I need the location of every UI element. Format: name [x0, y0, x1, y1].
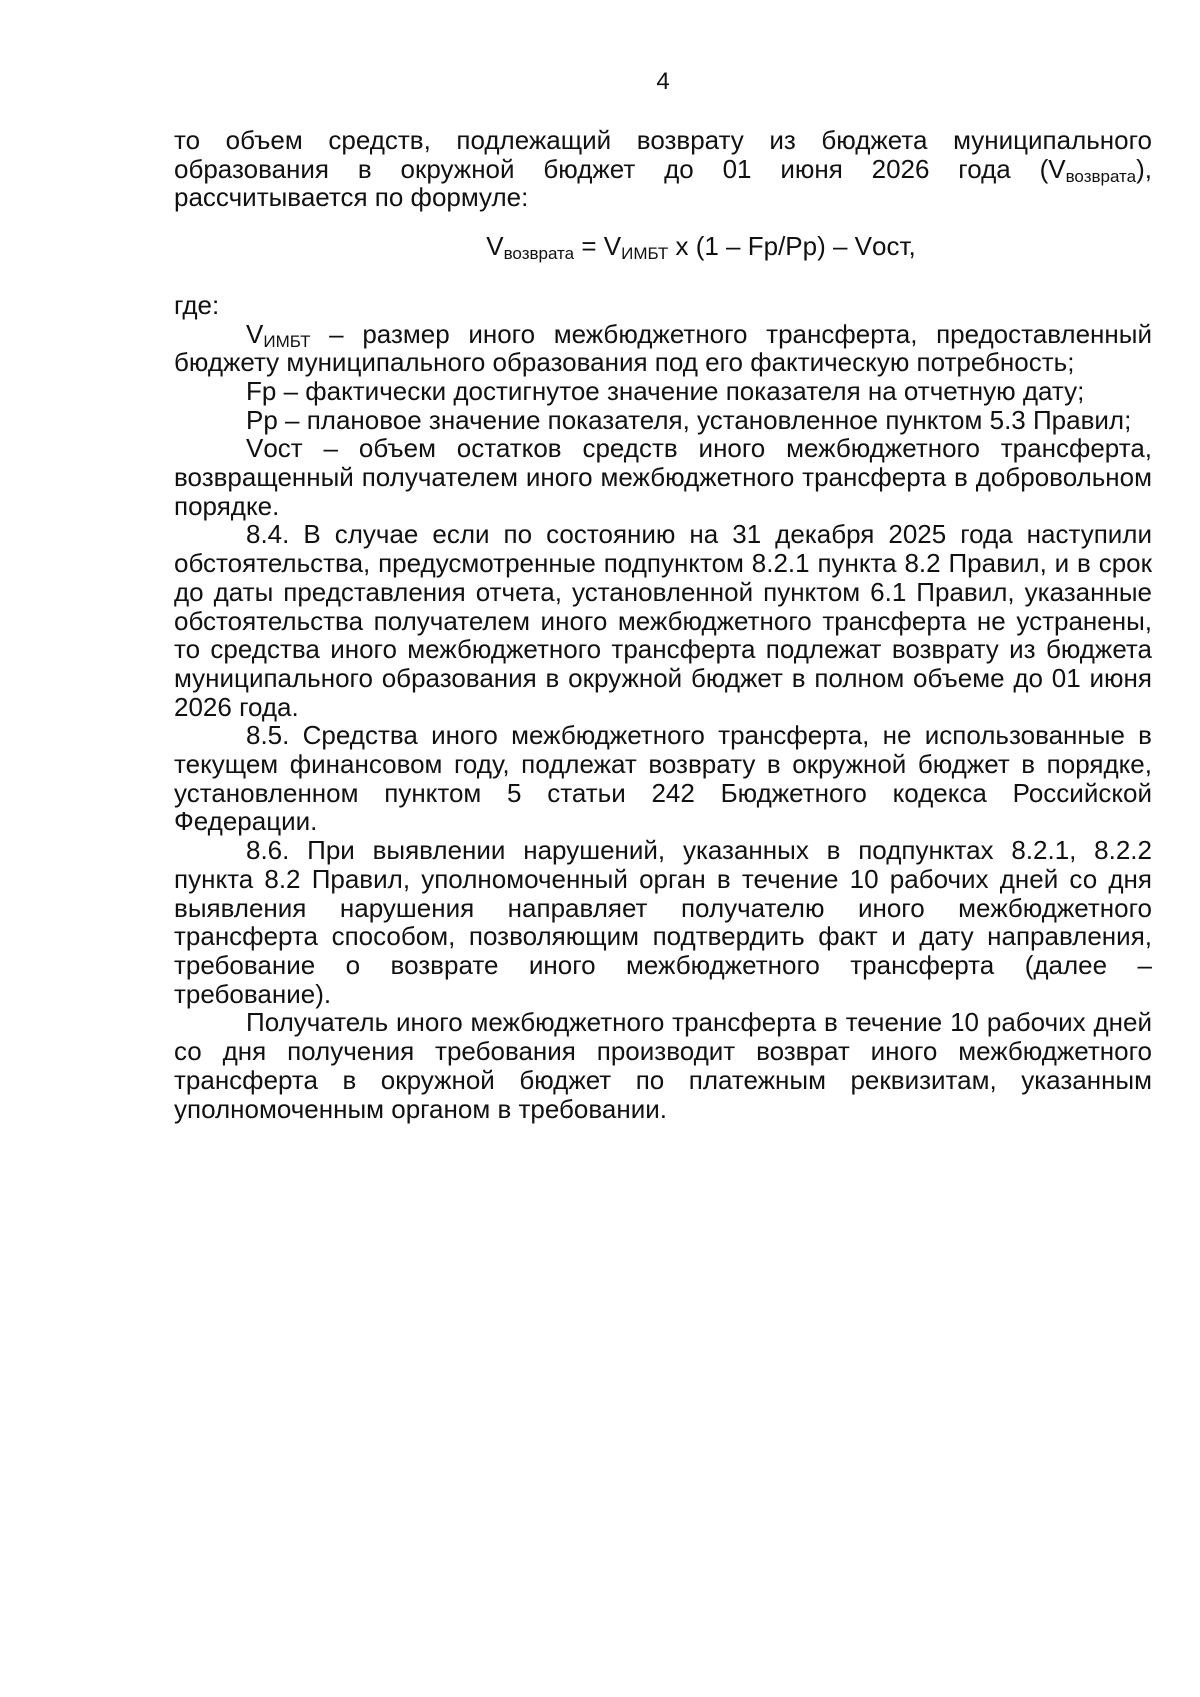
- intro-subscript: возврата: [1065, 166, 1137, 186]
- definition-vimbt: [174, 320, 1152, 377]
- formula-vimbt-subscript: ИМБТ: [621, 244, 669, 264]
- definition-vost: Vост – объем остатков средств иного межбюджетного трансферта, возвращенный получателем иного межбюджетного трансферта в добровольном порядке.: [174, 433, 1152, 521]
- paragraph-8-4: 8.4. В случае если по состоянию на 31 декабря 2025 года наступили обстоятельства, предусмотренные подпунктом 8.2.1 пункта 8.2 Правил, и в срок до даты представления отчета, установленной пунктом 6.1 Правил, указанные обстоятельства получателем иного межбюджетного трансферта не устранены, то средства иного межбюджетного трансферта подлежат возврату из бюджета муниципального образования в окружной бюджет в полном объеме до 01 июня 2026 года.: [174, 519, 1152, 722]
- formula-v-subscript: возврата: [503, 244, 575, 264]
- paragraph-8-6: 8.6. При выявлении нарушений, указанных в подпунктах 8.2.1, 8.2.2 пункта 8.2 Правил, уполномоченный орган в течение 10 рабочих дней со дня выявления нарушения направляет получателю иного межбюджетного трансферта способом, позволяющим подтвердить факт и дату направления, требование о возврате иного межбюджетного трансферта (далее – требование).: [174, 835, 1152, 1009]
- page-number: 4: [656, 68, 670, 95]
- where-label: где:: [174, 289, 220, 320]
- return-formula: [174, 231, 1152, 264]
- intro-text: то объем средств, подлежащий возврату из бюджета муниципального образования в окружной бюджет до 01 июня 2026 года (V: [174, 125, 1152, 184]
- formula-rest: x (1 – Fp/Pp) – Vост,: [668, 231, 916, 262]
- definition-vimbt-subscript: ИМБТ: [263, 331, 311, 351]
- definition-fp: Fp – фактически достигнутое значение показателя на отчетную дату;: [246, 375, 1085, 406]
- definition-pp: Pp – плановое значение показателя, установленное пунктом 5.3 Правил;: [246, 404, 1132, 435]
- formula-equals: = V: [574, 231, 622, 262]
- intro-text-end: ), рассчитывается по формуле:: [174, 153, 1152, 213]
- definition-vimbt-symbol: V: [246, 318, 264, 349]
- formula-v: V: [486, 231, 504, 262]
- paragraph-8-5: 8.5. Средства иного межбюджетного трансферта, не использованные в текущем финансовом году, подлежат возврату в окружной бюджет в порядке, установленном пунктом 5 статьи 242 Бюджетного кодекса Российской Федерации.: [174, 720, 1152, 837]
- document-body: [174, 126, 1152, 1123]
- paragraph-recipient-return: Получатель иного межбюджетного трансферта в течение 10 рабочих дней со дня получения требования производит возврат иного межбюджетного трансферта в окружной бюджет по платежным реквизитам, указанным уполномоченным органом в требовании.: [174, 1007, 1152, 1124]
- definition-vimbt-text: – размер иного межбюджетного трансферта, предоставленный бюджету муниципального образования под его фактическую потребность;: [174, 318, 1152, 378]
- intro-paragraph: [174, 126, 1152, 212]
